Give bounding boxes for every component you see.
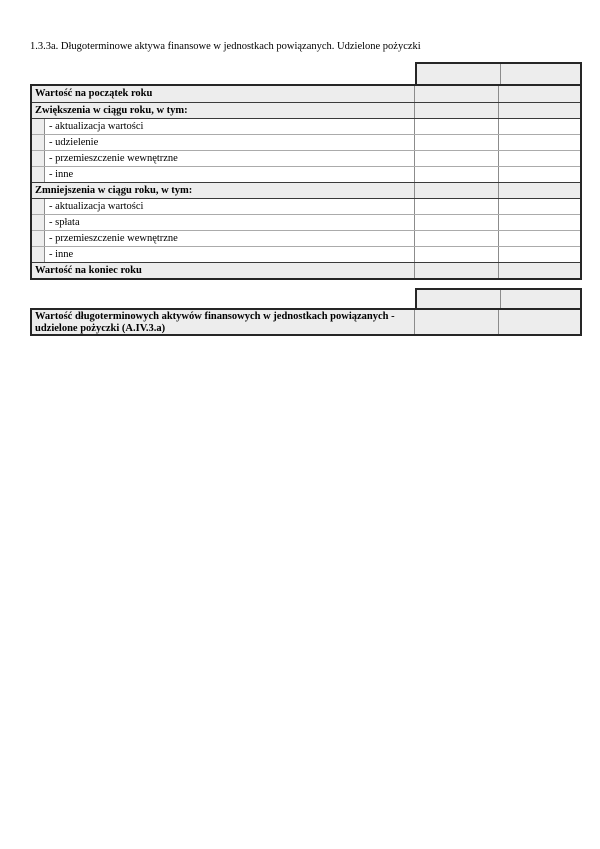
summary-row-label: Wartość długoterminowych aktywów finansowych w jednostkach powiązanych - udzielone pożyczki (A.IV.3.a) bbox=[35, 311, 395, 334]
value-cell-col2 bbox=[498, 247, 580, 262]
indent-cell bbox=[32, 247, 45, 262]
value-cell-col2 bbox=[498, 199, 580, 214]
row-label: - aktualizacja wartości bbox=[45, 119, 414, 134]
table-row-increase-revaluation bbox=[32, 118, 580, 134]
row-label: - aktualizacja wartości bbox=[45, 199, 414, 214]
table-row-decrease-revaluation bbox=[32, 198, 580, 214]
row-label: Wartość na początek roku bbox=[35, 88, 153, 99]
value-cell-col2 bbox=[498, 86, 580, 102]
indent-cell bbox=[32, 135, 45, 150]
value-cell-col2 bbox=[498, 167, 580, 182]
value-cell-col2 bbox=[498, 135, 580, 150]
value-cell-col1 bbox=[414, 135, 498, 150]
value-cell-col2 bbox=[498, 151, 580, 166]
indent-cell bbox=[32, 151, 45, 166]
table2-period-col2-header bbox=[500, 290, 580, 308]
indent-cell bbox=[32, 215, 45, 230]
table-row-decreases bbox=[32, 182, 580, 198]
table-row-increase-other bbox=[32, 166, 580, 182]
row-label: - spłata bbox=[45, 215, 414, 230]
table-row-increase-granted bbox=[32, 134, 580, 150]
table1-period-col1-header bbox=[417, 64, 500, 84]
value-cell-col1 bbox=[414, 231, 498, 246]
page-title: 1.3.3a. Długoterminowe aktywa finansowe w jednostkach powiązanych. Udzielone pożyczki bbox=[30, 41, 421, 52]
table-row-decrease-repayment bbox=[32, 214, 580, 230]
value-cell-col2 bbox=[498, 215, 580, 230]
row-label: Zwiększenia w ciągu roku, w tym: bbox=[35, 105, 188, 116]
indent-cell bbox=[32, 199, 45, 214]
value-cell-col2 bbox=[498, 263, 580, 278]
summary-value-cell-col1 bbox=[414, 310, 498, 334]
value-cell-col2 bbox=[498, 231, 580, 246]
table2-period-header bbox=[415, 288, 582, 308]
row-label: - udzielenie bbox=[45, 135, 414, 150]
table-row-opening-value bbox=[32, 86, 580, 102]
value-cell-col1 bbox=[414, 151, 498, 166]
value-cell-col1 bbox=[414, 263, 498, 278]
table1-period-header bbox=[415, 62, 582, 84]
value-cell-col1 bbox=[414, 215, 498, 230]
row-label: - przemieszczenie wewnętrzne bbox=[45, 151, 414, 166]
table-row-closing-value bbox=[32, 262, 580, 278]
table-row-increase-internal-transfer bbox=[32, 150, 580, 166]
row-label: - inne bbox=[45, 167, 414, 182]
table1-period-col2-header bbox=[500, 64, 580, 84]
value-cell-col1 bbox=[414, 103, 498, 118]
summary-table-row bbox=[30, 308, 582, 336]
table2-period-col1-header bbox=[417, 290, 500, 308]
summary-value-cell-col2 bbox=[498, 310, 580, 334]
indent-cell bbox=[32, 167, 45, 182]
movements-table bbox=[30, 84, 582, 280]
value-cell-col2 bbox=[498, 183, 580, 198]
row-label: Zmniejszenia w ciągu roku, w tym: bbox=[35, 185, 193, 196]
row-label: - inne bbox=[45, 247, 414, 262]
value-cell-col1 bbox=[414, 199, 498, 214]
value-cell-col1 bbox=[414, 86, 498, 102]
indent-cell bbox=[32, 119, 45, 134]
indent-cell bbox=[32, 231, 45, 246]
value-cell-col2 bbox=[498, 103, 580, 118]
row-label: Wartość na koniec roku bbox=[35, 265, 142, 276]
value-cell-col1 bbox=[414, 183, 498, 198]
table-row-increases bbox=[32, 102, 580, 118]
value-cell-col2 bbox=[498, 119, 580, 134]
value-cell-col1 bbox=[414, 119, 498, 134]
row-label: - przemieszczenie wewnętrzne bbox=[45, 231, 414, 246]
table-row-decrease-other bbox=[32, 246, 580, 262]
table-row-decrease-internal-transfer bbox=[32, 230, 580, 246]
value-cell-col1 bbox=[414, 167, 498, 182]
value-cell-col1 bbox=[414, 247, 498, 262]
